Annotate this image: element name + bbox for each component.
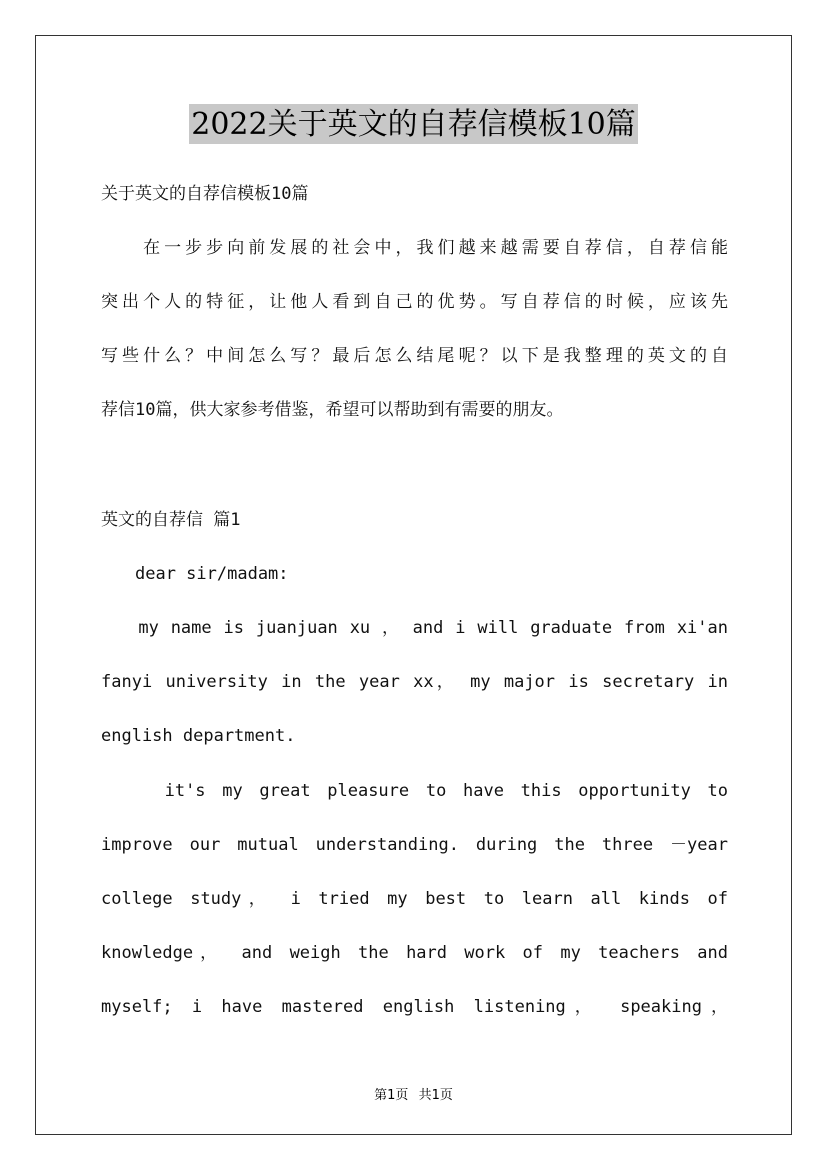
- letter-salutation: dear sir/madam:: [101, 564, 289, 584]
- title-wrap: [36, 104, 791, 144]
- paragraph-line: knowledge， and weigh the hard work of my teachers and: [101, 943, 728, 963]
- paragraph-line: it's my great pleasure to have this opportunity to: [101, 781, 728, 801]
- page-number: 第1页: [374, 1088, 409, 1103]
- paragraph-line: 写些什么？中间怎么写？最后怎么结尾呢？以下是我整理的英文的自: [101, 346, 728, 366]
- paragraph-line: 荐信10篇，供大家参考借鉴，希望可以帮助到有需要的朋友。: [101, 400, 564, 420]
- document-page: [35, 35, 792, 1135]
- page-total: 共1页: [418, 1088, 453, 1103]
- section-heading: 英文的自荐信 篇1: [101, 510, 241, 530]
- paragraph-line: myself; i have mastered english listening， speaking，: [101, 997, 728, 1017]
- subtitle-line: 关于英文的自荐信模板10篇: [101, 184, 309, 204]
- paragraph-line: 在一步步向前发展的社会中，我们越来越需要自荐信，自荐信能: [101, 238, 728, 258]
- paragraph-line: english department.: [101, 726, 296, 746]
- paragraph-line: my name is juanjuan xu ， and i will graduate from xi'an: [101, 618, 728, 638]
- paragraph-line: improve our mutual understanding. during the three －year: [101, 835, 728, 855]
- paragraph-line: fanyi university in the year xx， my major is secretary in: [101, 672, 728, 692]
- page-footer: [36, 1084, 791, 1103]
- paragraph-line: college study， i tried my best to learn all kinds of: [101, 889, 728, 909]
- paragraph-line: 突出个人的特征，让他人看到自己的优势。写自荐信的时候，应该先: [101, 292, 728, 312]
- document-title: 2022关于英文的自荐信模板10篇: [189, 104, 638, 144]
